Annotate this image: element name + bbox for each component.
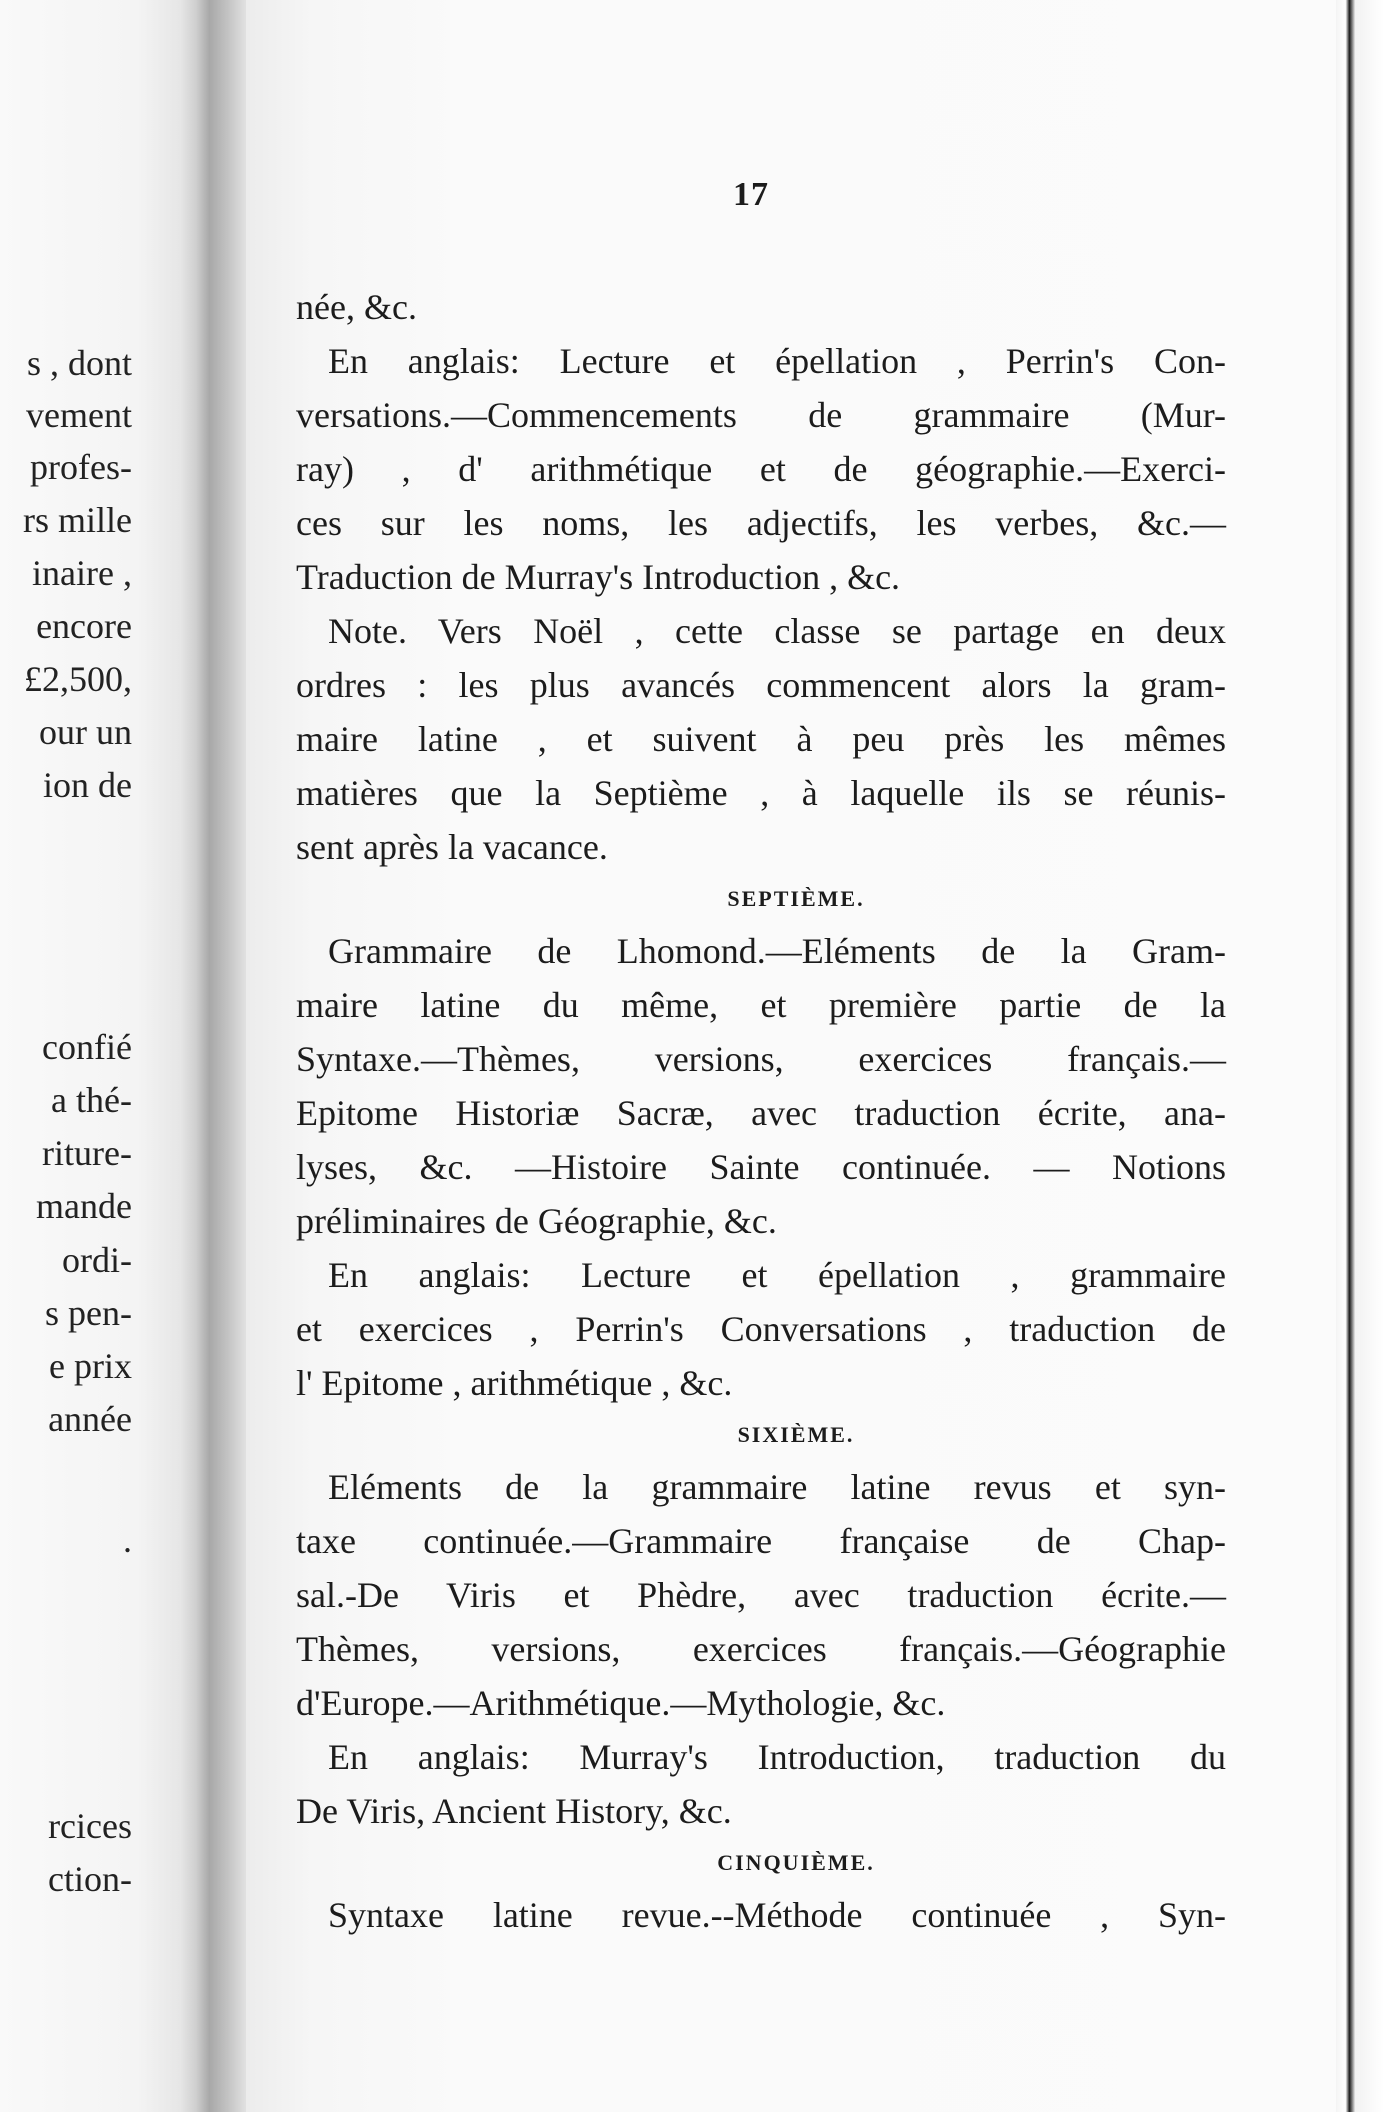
- text-line: Traduction de Murray's Introduction , &c.: [296, 557, 901, 597]
- text-line: En anglais: Murray's Introduction, traduction du: [328, 1737, 1226, 1777]
- text-line: En anglais: Lecture et épellation , grammaire: [328, 1255, 1226, 1295]
- left-page-line: a thé-: [51, 1080, 132, 1120]
- text-line: sal.-De Viris et Phèdre, avec traduction écrite.—: [296, 1575, 1226, 1615]
- text-line: Eléments de la grammaire latine revus et syn-: [328, 1467, 1226, 1507]
- text-line: et exercices , Perrin's Conversations , traduction de: [296, 1309, 1226, 1349]
- text-line: versations.—Commencements de grammaire (Mur-: [296, 395, 1226, 435]
- left-page-line: riture-: [42, 1133, 132, 1173]
- text-line: préliminaires de Géographie, &c.: [296, 1201, 777, 1241]
- left-page-line: inaire ,: [32, 553, 132, 593]
- text-line: ray) , d' arithmétique et de géographie.—Exerci-: [296, 449, 1226, 489]
- text-line: Syntaxe latine revue.--Méthode continuée , Syn-: [328, 1895, 1226, 1935]
- section-heading: CINQUIÈME.: [717, 1850, 875, 1875]
- text-line: maire latine du même, et première partie de la: [296, 985, 1226, 1025]
- left-page-line: .: [123, 1520, 132, 1560]
- section-heading: SEPTIÈME.: [727, 886, 865, 911]
- text-line: Note. Vers Noël , cette classe se partage en deux: [328, 611, 1226, 651]
- text-line: lyses, &c. —Histoire Sainte continuée. — Notions: [296, 1147, 1226, 1187]
- text-line: Thèmes, versions, exercices français.—Géographie: [296, 1629, 1226, 1669]
- left-page-line: £2,500,: [24, 659, 132, 699]
- text-line: Epitome Historiæ Sacræ, avec traduction écrite, ana-: [296, 1093, 1226, 1133]
- text-line: taxe continuée.—Grammaire française de Chap-: [296, 1521, 1226, 1561]
- left-page-line: profes-: [30, 447, 132, 487]
- page-number: 17: [733, 176, 769, 213]
- left-page-line: vement: [26, 395, 132, 435]
- text-line: En anglais: Lecture et épellation , Perrin's Con-: [328, 341, 1226, 381]
- text-line: née, &c.: [296, 287, 417, 327]
- left-page-line: our un: [39, 712, 132, 752]
- text-line: matières que la Septième , à laquelle ils se réunis-: [296, 773, 1226, 813]
- left-page-line: e prix: [49, 1346, 132, 1386]
- left-page-line: encore: [36, 606, 132, 646]
- book-gutter: [196, 0, 250, 2112]
- section-heading: SIXIÈME.: [737, 1422, 855, 1447]
- left-page-line: s , dont: [26, 343, 132, 383]
- text-line: De Viris, Ancient History, &c.: [296, 1791, 732, 1831]
- left-page-line: année: [48, 1399, 132, 1439]
- text-line: Syntaxe.—Thèmes, versions, exercices français.—: [296, 1039, 1226, 1079]
- text-line: ces sur les noms, les adjectifs, les verbes, &c.—: [296, 503, 1226, 543]
- text-line: maire latine , et suivent à peu près les mêmes: [296, 719, 1226, 759]
- left-page-line: ordi-: [62, 1240, 132, 1280]
- text-line: sent après la vacance.: [296, 827, 608, 867]
- text-line: Grammaire de Lhomond.—Eléments de la Gram-: [328, 931, 1226, 971]
- left-page-line: ion de: [43, 765, 132, 805]
- left-page-line: ction-: [48, 1859, 132, 1899]
- text-line: l' Epitome , arithmétique , &c.: [296, 1363, 733, 1403]
- left-page-line: s pen-: [45, 1293, 132, 1333]
- page-body: [296, 280, 1226, 1942]
- left-page-line: mande: [36, 1186, 132, 1226]
- left-page-line: rcices: [48, 1806, 132, 1846]
- left-page-fragment: [0, 0, 196, 2112]
- left-page-line: confié: [42, 1027, 132, 1067]
- left-page-line: rs mille: [23, 500, 132, 540]
- text-line: ordres : les plus avancés commencent alors la gram-: [296, 665, 1226, 705]
- page-edge: [1336, 0, 1384, 2112]
- text-line: d'Europe.—Arithmétique.—Mythologie, &c.: [296, 1683, 946, 1723]
